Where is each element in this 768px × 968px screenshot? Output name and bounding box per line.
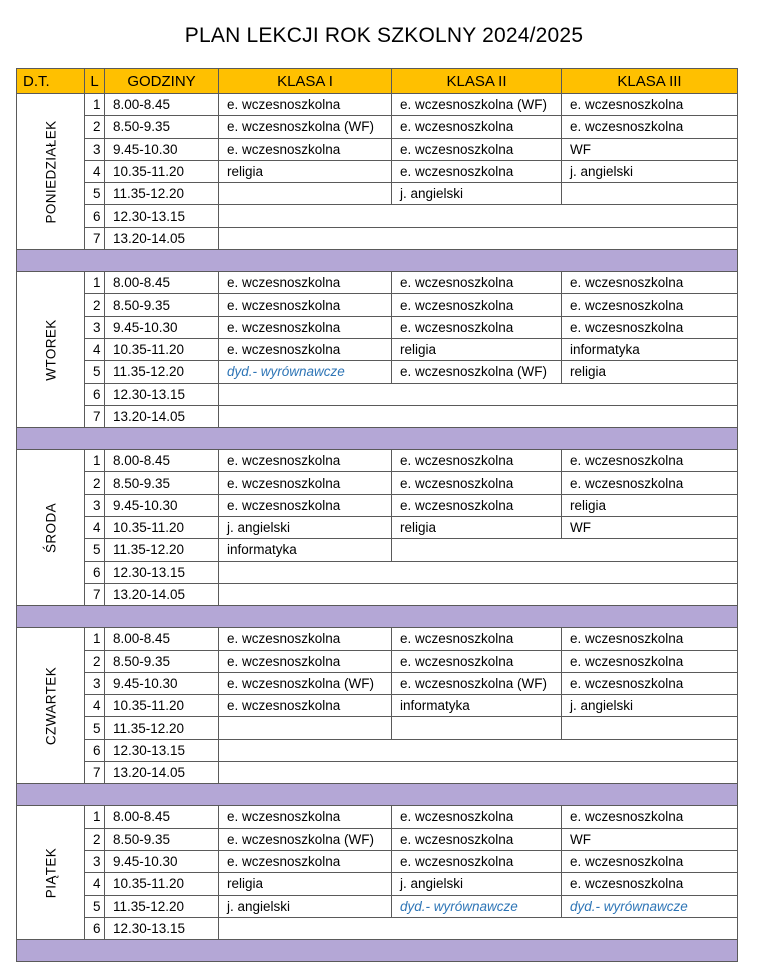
lesson-number: 4 bbox=[85, 517, 105, 539]
class-3-subject: religia bbox=[562, 361, 738, 383]
lesson-number: 1 bbox=[85, 450, 105, 472]
lesson-number: 3 bbox=[85, 138, 105, 160]
lesson-number: 6 bbox=[85, 917, 105, 939]
lesson-number: 1 bbox=[85, 94, 105, 116]
class-1-subject: e. wczesnoszkolna bbox=[219, 628, 392, 650]
day-separator bbox=[17, 606, 738, 628]
class-3-subject: religia bbox=[562, 494, 738, 516]
class-2-subject: e. wczesnoszkolna (WF) bbox=[392, 361, 562, 383]
class-2-subject: e. wczesnoszkolna bbox=[392, 316, 562, 338]
class-1-subject: e. wczesnoszkolna bbox=[219, 695, 392, 717]
empty-subject-cell bbox=[219, 917, 738, 939]
lesson-hours: 13.20-14.05 bbox=[105, 762, 219, 784]
table-row bbox=[17, 762, 738, 784]
class-1-subject: j. angielski bbox=[219, 895, 392, 917]
class-3-subject-remedial: dyd.- wyrównawcze bbox=[562, 895, 738, 917]
class-2-subject: religia bbox=[392, 338, 562, 360]
class-1-subject: e. wczesnoszkolna bbox=[219, 650, 392, 672]
lesson-number: 1 bbox=[85, 806, 105, 828]
lesson-hours: 8.00-8.45 bbox=[105, 806, 219, 828]
class-2-subject: j. angielski bbox=[392, 873, 562, 895]
class-2-subject: e. wczesnoszkolna (WF) bbox=[392, 672, 562, 694]
table-row bbox=[17, 650, 738, 672]
empty-subject-cell bbox=[219, 583, 738, 605]
empty-subject-cell bbox=[392, 539, 738, 561]
lesson-hours: 8.00-8.45 bbox=[105, 450, 219, 472]
table-row bbox=[17, 450, 738, 472]
class-2-subject: e. wczesnoszkolna bbox=[392, 450, 562, 472]
lesson-hours: 11.35-12.20 bbox=[105, 361, 219, 383]
class-3-subject bbox=[562, 183, 738, 205]
class-1-subject: e. wczesnoszkolna bbox=[219, 850, 392, 872]
table-row bbox=[17, 294, 738, 316]
table-row bbox=[17, 561, 738, 583]
day-separator bbox=[17, 940, 738, 962]
lesson-number: 5 bbox=[85, 539, 105, 561]
table-row bbox=[17, 895, 738, 917]
header-day: D.T. bbox=[17, 69, 85, 94]
empty-subject-cell bbox=[219, 405, 738, 427]
day-cell-friday bbox=[17, 806, 85, 940]
class-1-subject: j. angielski bbox=[219, 517, 392, 539]
table-row bbox=[17, 695, 738, 717]
class-2-subject: e. wczesnoszkolna bbox=[392, 472, 562, 494]
lesson-number: 4 bbox=[85, 695, 105, 717]
class-2-subject: e. wczesnoszkolna bbox=[392, 650, 562, 672]
header-hours: GODZINY bbox=[105, 69, 219, 94]
lesson-hours: 13.20-14.05 bbox=[105, 405, 219, 427]
class-1-subject: e. wczesnoszkolna (WF) bbox=[219, 116, 392, 138]
lesson-number: 7 bbox=[85, 762, 105, 784]
lesson-number: 5 bbox=[85, 183, 105, 205]
lesson-hours: 13.20-14.05 bbox=[105, 227, 219, 249]
class-1-subject: e. wczesnoszkolna bbox=[219, 806, 392, 828]
class-2-subject bbox=[392, 717, 562, 739]
class-2-subject: e. wczesnoszkolna bbox=[392, 850, 562, 872]
lesson-hours: 9.45-10.30 bbox=[105, 850, 219, 872]
class-3-subject: e. wczesnoszkolna bbox=[562, 450, 738, 472]
lesson-hours: 11.35-12.20 bbox=[105, 717, 219, 739]
table-row bbox=[17, 94, 738, 116]
class-1-subject: e. wczesnoszkolna bbox=[219, 472, 392, 494]
class-1-subject: e. wczesnoszkolna bbox=[219, 338, 392, 360]
table-row bbox=[17, 116, 738, 138]
table-row bbox=[17, 316, 738, 338]
lesson-hours: 11.35-12.20 bbox=[105, 895, 219, 917]
class-2-subject: e. wczesnoszkolna bbox=[392, 116, 562, 138]
lesson-number: 6 bbox=[85, 383, 105, 405]
page-title: PLAN LEKCJI ROK SZKOLNY 2024/2025 bbox=[184, 24, 584, 47]
lesson-number: 3 bbox=[85, 494, 105, 516]
table-row bbox=[17, 850, 738, 872]
lesson-hours: 12.30-13.15 bbox=[105, 917, 219, 939]
class-1-subject: informatyka bbox=[219, 539, 392, 561]
lesson-number: 3 bbox=[85, 850, 105, 872]
lesson-number: 4 bbox=[85, 338, 105, 360]
class-3-subject: e. wczesnoszkolna bbox=[562, 472, 738, 494]
table-row bbox=[17, 628, 738, 650]
table-row bbox=[17, 517, 738, 539]
table-row bbox=[17, 472, 738, 494]
table-row bbox=[17, 806, 738, 828]
header-lesson: L bbox=[85, 69, 105, 94]
lesson-hours: 8.50-9.35 bbox=[105, 294, 219, 316]
class-2-subject: j. angielski bbox=[392, 183, 562, 205]
class-3-subject: e. wczesnoszkolna bbox=[562, 628, 738, 650]
class-2-subject: e. wczesnoszkolna bbox=[392, 806, 562, 828]
lesson-hours: 8.50-9.35 bbox=[105, 828, 219, 850]
lesson-hours: 13.20-14.05 bbox=[105, 583, 219, 605]
day-label-tuesday: WTOREK bbox=[43, 318, 58, 381]
class-1-subject: e. wczesnoszkolna (WF) bbox=[219, 828, 392, 850]
class-3-subject: e. wczesnoszkolna bbox=[562, 873, 738, 895]
class-1-subject: e. wczesnoszkolna bbox=[219, 138, 392, 160]
table-row bbox=[17, 361, 738, 383]
class-3-subject: e. wczesnoszkolna bbox=[562, 316, 738, 338]
class-2-subject: e. wczesnoszkolna bbox=[392, 160, 562, 182]
lesson-number: 2 bbox=[85, 828, 105, 850]
day-separator bbox=[17, 784, 738, 806]
lesson-number: 5 bbox=[85, 361, 105, 383]
table-row bbox=[17, 338, 738, 360]
empty-subject-cell bbox=[219, 561, 738, 583]
class-1-subject: e. wczesnoszkolna bbox=[219, 272, 392, 294]
class-3-subject bbox=[562, 717, 738, 739]
empty-subject-cell bbox=[219, 762, 738, 784]
lesson-hours: 9.45-10.30 bbox=[105, 316, 219, 338]
day-separator bbox=[17, 250, 738, 272]
class-3-subject: WF bbox=[562, 517, 738, 539]
day-label-monday: PONIEDZIAŁEK bbox=[43, 119, 58, 224]
class-1-subject: e. wczesnoszkolna bbox=[219, 450, 392, 472]
lesson-number: 6 bbox=[85, 205, 105, 227]
day-cell-thursday bbox=[17, 628, 85, 784]
lesson-number: 1 bbox=[85, 628, 105, 650]
class-3-subject: WF bbox=[562, 138, 738, 160]
lesson-hours: 8.00-8.45 bbox=[105, 94, 219, 116]
class-3-subject: e. wczesnoszkolna bbox=[562, 116, 738, 138]
class-1-subject: e. wczesnoszkolna bbox=[219, 316, 392, 338]
lesson-number: 6 bbox=[85, 739, 105, 761]
table-row bbox=[17, 138, 738, 160]
lesson-hours: 12.30-13.15 bbox=[105, 739, 219, 761]
table-row bbox=[17, 227, 738, 249]
class-2-subject: e. wczesnoszkolna bbox=[392, 294, 562, 316]
empty-subject-cell bbox=[219, 227, 738, 249]
class-2-subject: e. wczesnoszkolna bbox=[392, 828, 562, 850]
class-1-subject-remedial: dyd.- wyrównawcze bbox=[219, 361, 392, 383]
header-class-1: KLASA I bbox=[219, 69, 392, 94]
lesson-number: 2 bbox=[85, 294, 105, 316]
lesson-hours: 12.30-13.15 bbox=[105, 383, 219, 405]
class-2-subject: e. wczesnoszkolna (WF) bbox=[392, 94, 562, 116]
table-row bbox=[17, 873, 738, 895]
lesson-hours: 12.30-13.15 bbox=[105, 561, 219, 583]
class-3-subject: e. wczesnoszkolna bbox=[562, 94, 738, 116]
lesson-number: 6 bbox=[85, 561, 105, 583]
class-3-subject: WF bbox=[562, 828, 738, 850]
lesson-hours: 10.35-11.20 bbox=[105, 338, 219, 360]
header-row bbox=[17, 69, 738, 94]
lesson-hours: 12.30-13.15 bbox=[105, 205, 219, 227]
class-3-subject: j. angielski bbox=[562, 695, 738, 717]
lesson-number: 7 bbox=[85, 227, 105, 249]
class-3-subject: j. angielski bbox=[562, 160, 738, 182]
class-2-subject-remedial: dyd.- wyrównawcze bbox=[392, 895, 562, 917]
lesson-hours: 9.45-10.30 bbox=[105, 138, 219, 160]
class-2-subject: e. wczesnoszkolna bbox=[392, 494, 562, 516]
lesson-number: 7 bbox=[85, 405, 105, 427]
class-1-subject bbox=[219, 183, 392, 205]
lesson-number: 5 bbox=[85, 717, 105, 739]
lesson-number: 4 bbox=[85, 873, 105, 895]
class-1-subject: e. wczesnoszkolna (WF) bbox=[219, 672, 392, 694]
class-1-subject: religia bbox=[219, 873, 392, 895]
class-3-subject: e. wczesnoszkolna bbox=[562, 650, 738, 672]
class-1-subject: religia bbox=[219, 160, 392, 182]
lesson-number: 2 bbox=[85, 472, 105, 494]
table-row bbox=[17, 539, 738, 561]
lesson-hours: 8.00-8.45 bbox=[105, 272, 219, 294]
lesson-hours: 10.35-11.20 bbox=[105, 160, 219, 182]
lesson-hours: 8.50-9.35 bbox=[105, 650, 219, 672]
table-row bbox=[17, 183, 738, 205]
lesson-hours: 11.35-12.20 bbox=[105, 539, 219, 561]
empty-subject-cell bbox=[219, 739, 738, 761]
day-label-friday: PIĄTEK bbox=[43, 847, 58, 898]
day-label-thursday: CZWARTEK bbox=[43, 666, 58, 745]
class-1-subject: e. wczesnoszkolna bbox=[219, 294, 392, 316]
class-1-subject: e. wczesnoszkolna bbox=[219, 94, 392, 116]
lesson-hours: 8.00-8.45 bbox=[105, 628, 219, 650]
class-1-subject bbox=[219, 717, 392, 739]
class-3-subject: e. wczesnoszkolna bbox=[562, 850, 738, 872]
table-row bbox=[17, 494, 738, 516]
header-class-3: KLASA III bbox=[562, 69, 738, 94]
header-class-2: KLASA II bbox=[392, 69, 562, 94]
lesson-number: 3 bbox=[85, 316, 105, 338]
table-row bbox=[17, 160, 738, 182]
lesson-hours: 11.35-12.20 bbox=[105, 183, 219, 205]
class-3-subject: informatyka bbox=[562, 338, 738, 360]
timetable bbox=[16, 68, 738, 962]
lesson-hours: 10.35-11.20 bbox=[105, 873, 219, 895]
table-row bbox=[17, 205, 738, 227]
lesson-number: 2 bbox=[85, 116, 105, 138]
table-row bbox=[17, 828, 738, 850]
lesson-hours: 9.45-10.30 bbox=[105, 672, 219, 694]
empty-subject-cell bbox=[219, 383, 738, 405]
class-3-subject: e. wczesnoszkolna bbox=[562, 806, 738, 828]
table-row bbox=[17, 717, 738, 739]
lesson-hours: 8.50-9.35 bbox=[105, 472, 219, 494]
day-cell-tuesday bbox=[17, 272, 85, 428]
lesson-hours: 10.35-11.20 bbox=[105, 517, 219, 539]
table-row bbox=[17, 383, 738, 405]
class-2-subject: e. wczesnoszkolna bbox=[392, 138, 562, 160]
lesson-number: 3 bbox=[85, 672, 105, 694]
table-row bbox=[17, 672, 738, 694]
empty-subject-cell bbox=[219, 205, 738, 227]
lesson-number: 2 bbox=[85, 650, 105, 672]
class-3-subject: e. wczesnoszkolna bbox=[562, 672, 738, 694]
class-3-subject: e. wczesnoszkolna bbox=[562, 272, 738, 294]
day-cell-monday bbox=[17, 94, 85, 250]
class-2-subject: religia bbox=[392, 517, 562, 539]
lesson-number: 1 bbox=[85, 272, 105, 294]
class-2-subject: e. wczesnoszkolna bbox=[392, 272, 562, 294]
day-separator bbox=[17, 428, 738, 450]
day-cell-wednesday bbox=[17, 450, 85, 606]
day-label-wednesday: ŚRODA bbox=[43, 502, 58, 553]
table-row bbox=[17, 739, 738, 761]
table-row bbox=[17, 583, 738, 605]
lesson-hours: 9.45-10.30 bbox=[105, 494, 219, 516]
lesson-number: 7 bbox=[85, 583, 105, 605]
table-row bbox=[17, 917, 738, 939]
lesson-hours: 8.50-9.35 bbox=[105, 116, 219, 138]
table-row bbox=[17, 405, 738, 427]
class-3-subject: e. wczesnoszkolna bbox=[562, 294, 738, 316]
lesson-number: 5 bbox=[85, 895, 105, 917]
class-2-subject: informatyka bbox=[392, 695, 562, 717]
class-2-subject: e. wczesnoszkolna bbox=[392, 628, 562, 650]
lesson-hours: 10.35-11.20 bbox=[105, 695, 219, 717]
lesson-number: 4 bbox=[85, 160, 105, 182]
table-row bbox=[17, 272, 738, 294]
class-1-subject: e. wczesnoszkolna bbox=[219, 494, 392, 516]
